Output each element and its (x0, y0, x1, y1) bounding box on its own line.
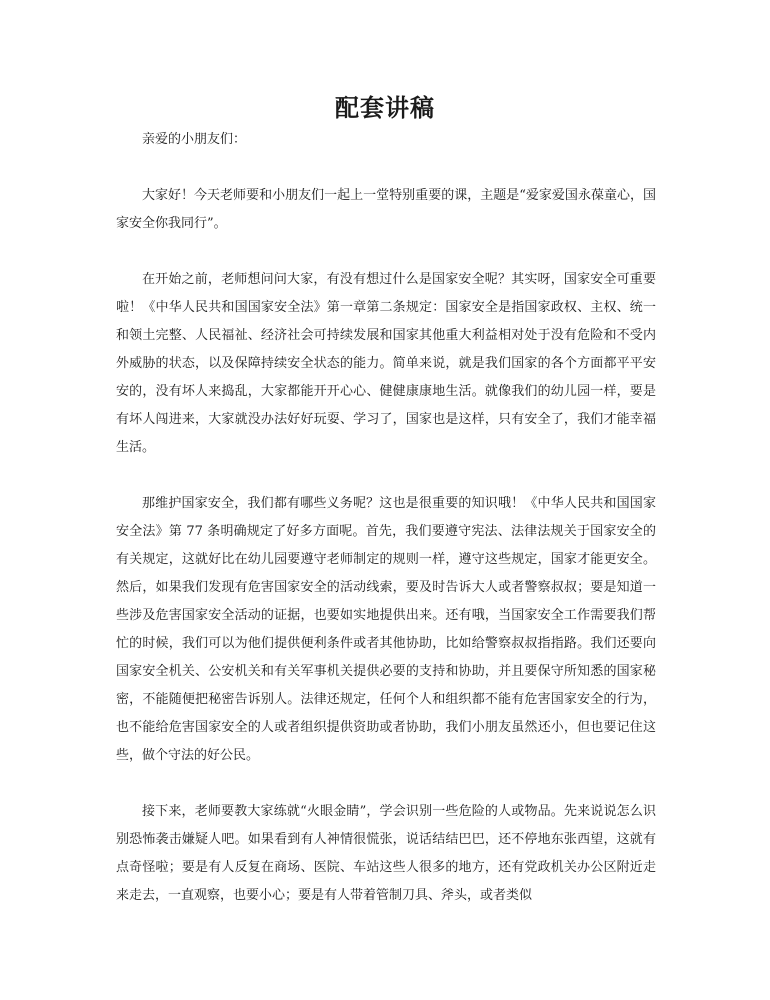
salutation: 亲爱的小朋友们： (142, 132, 247, 147)
document-body (116, 126, 656, 910)
paragraph-identify-danger: 接下来，老师要教大家练就“火眼金睛”，学会识别一些危险的人或物品。先来说说怎么识别恐怖袭击嫌疑人吧。如果看到有人神情很慌张，说话结结巴巴，还不停地东张西望，这就有点奇怪啦；要是有人反复在商场、医院、车站这些人很多的地方，还有党政机关办公区附近走来走去，一直观察，也要小心；要是有人带着管制刀具、斧头，或者类似 (116, 804, 656, 903)
paragraph-what-is-security: 在开始之前，老师想问问大家，有没有想过什么是国家安全呢？其实呀，国家安全可重要啦！《中华人民共和国国家安全法》第一章第二条规定：国家安全是指国家政权、主权、统一和领土完整、人民福祉、经济社会可持续发展和国家其他重大利益相对处于没有危险和不受内外威胁的状态，以及保障持续安全状态的能力。简单来说，就是我们国家的各个方面都平平安安的，没有坏人来捣乱，大家都能开开心心、健健康康地生活。就像我们的幼儿园一样，要是有坏人闯进来，大家就没办法好好玩耍、学习了，国家也是这样，只有安全了，我们才能幸福生活。 (116, 272, 656, 455)
paragraph-greeting: 大家好！今天老师要和小朋友们一起上一堂特别重要的课，主题是“爱家爱国永葆童心，国家安全你我同行”。 (116, 188, 656, 231)
paragraph-obligations: 那维护国家安全，我们都有哪些义务呢？这也是很重要的知识哦！《中华人民共和国国家安全法》第 77 条明确规定了好多方面呢。首先，我们要遵守宪法、法律法规关于国家安全的有关规定，这就好比在幼儿园要遵守老师制定的规则一样，遵守这些规定，国家才能更安全。然后，如果我们发现有危害国家安全的活动线索，要及时告诉大人或者警察叔叔；要是知道一些涉及危害国家安全活动的证据，也要如实地提供出来。还有哦，当国家安全工作需要我们帮忙的时候，我们可以为他们提供便利条件或者其他协助，比如给警察叔叔指指路。我们还要向国家安全机关、公安机关和有关军事机关提供必要的支持和协助，并且要保守所知悉的国家秘密，不能随便把秘密告诉别人。法律还规定，任何个人和组织都不能有危害国家安全的行为，也不能给危害国家安全的人或者组织提供资助或者协助，我们小朋友虽然还小，但也要记住这些，做个守法的好公民。 (116, 496, 656, 763)
document-title: 配套讲稿 (335, 93, 435, 122)
